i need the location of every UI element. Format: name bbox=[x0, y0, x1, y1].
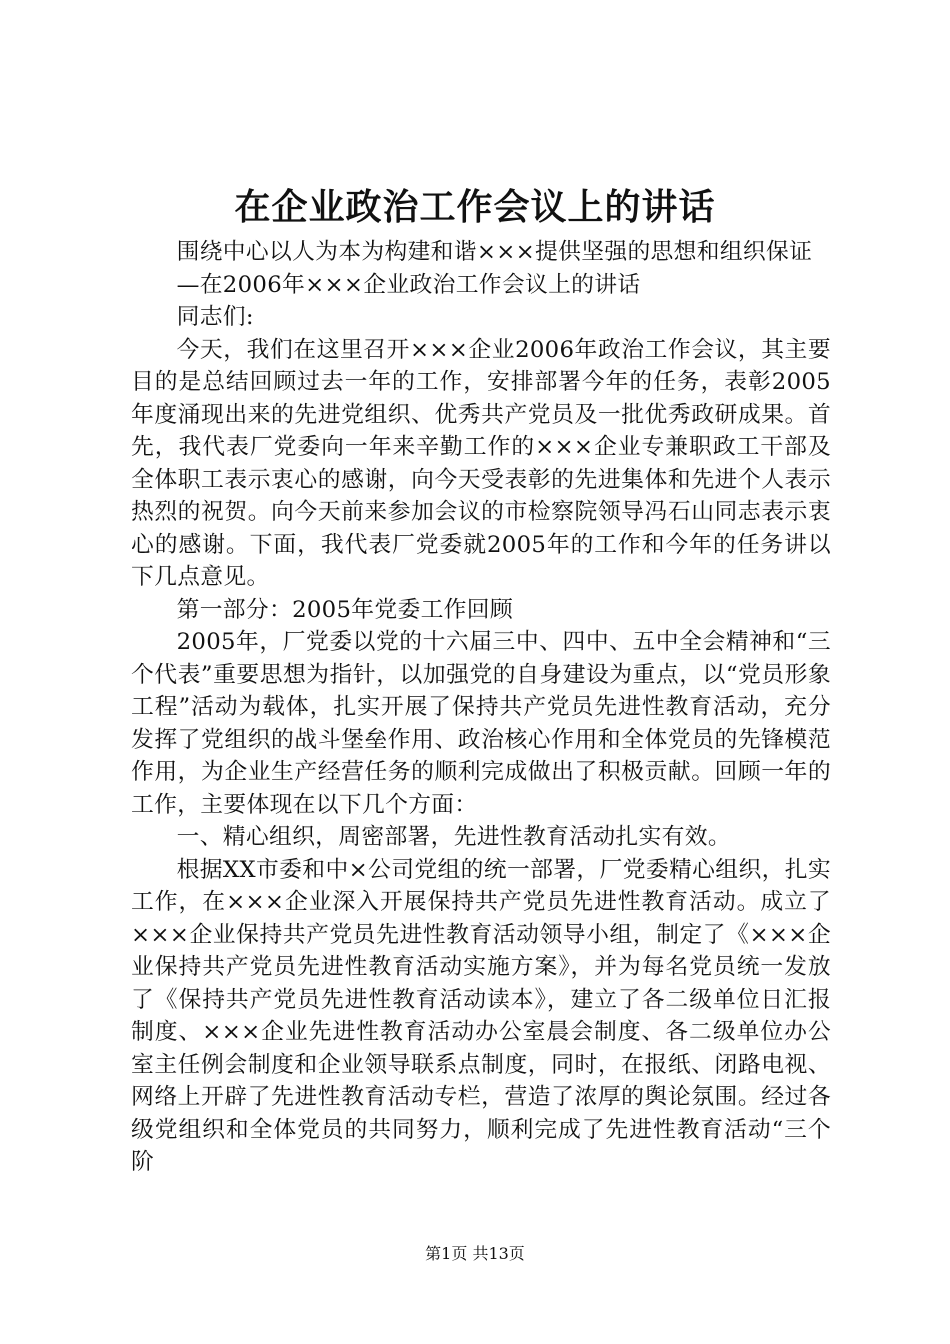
document-body bbox=[131, 236, 831, 1179]
paragraph-subtitle: 围绕中心以人为本为构建和谐×××提供坚强的思想和组织保证 bbox=[176, 239, 813, 265]
paragraph-review: 2005年，厂党委以党的十六届三中、四中、五中全会精神和“三个代表”重要思想为指针，以加强党的自身建设为重点，以“党员形象工程”活动为载体，扎实开展了保持共产党员先进性教育活动，充分发挥了党组织的战斗堡垒作用、政治核心作用和全体党员的先锋模范作用，为企业生产经营任务的顺利完成做出了积极贡献。回顾一年的工作，主要体现在以下几个方面： bbox=[131, 629, 831, 818]
document-title: 在企业政治工作会议上的讲话 bbox=[234, 186, 716, 228]
paragraph-subtitle-source: —在2006年×××企业政治工作会议上的讲话 bbox=[176, 271, 641, 298]
page-number: 第1页 共13页 bbox=[425, 1244, 525, 1263]
paragraph-education: 根据XX市委和中×公司党组的统一部署，厂党委精心组织，扎实工作，在×××企业深入开展保持共产党员先进性教育活动。成立了×××企业保持共产党员先进性教育活动领导小组，制定了《×××企业保持共产党员先进性教育活动实施方案》，并为每名党员统一发放了《保持共产党员先进性教育活动读本》，建立了各二级单位日汇报制度、×××企业先进性教育活动办公室晨会制度、各二级单位办公室主任例会制度和企业领导联系点制度，同时，在报纸、闭路电视、网络上开辟了先进性教育活动专栏，营造了浓厚的舆论氛围。经过各级党组织和全体党员的共同努力，顺利完成了先进性教育活动“三个阶 bbox=[131, 856, 831, 1175]
paragraph-intro: 今天，我们在这里召开×××企业2006年政治工作会议，其主要目的是总结回顾过去一年的工作，安排部署今年的任务，表彰2005年度涌现出来的先进党组织、优秀共产党员及一批优秀政研成果。首先，我代表厂党委向一年来辛勤工作的×××企业专兼职政工干部及全体职工表示衷心的感谢，向今天受表彰的先进集体和先进个人表示热烈的祝贺。向今天前来参加会议的市检察院领导冯石山同志表示衷心的感谢。下面，我代表厂党委就2005年的工作和今年的任务讲以下几点意见。 bbox=[131, 336, 831, 590]
section-heading: 第一部分：2005年党委工作回顾 bbox=[176, 596, 513, 623]
paragraph-greeting: 同志们: bbox=[176, 304, 254, 330]
subsection-heading: 一、精心组织，周密部署，先进性教育活动扎实有效。 bbox=[176, 824, 731, 850]
